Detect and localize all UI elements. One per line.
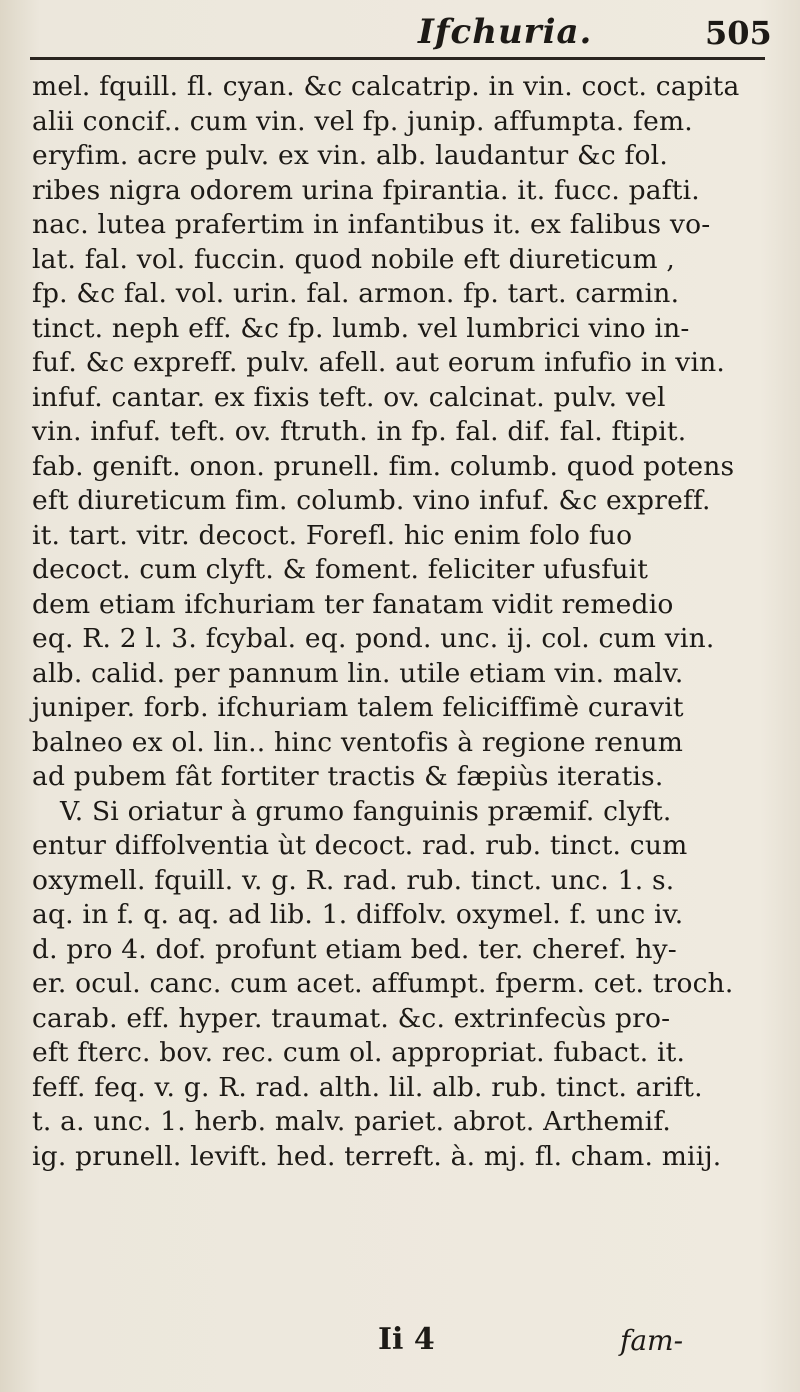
text-line: entur diffolventia ùt decoct. rad. rub. tinct. cum	[32, 830, 688, 861]
signature-mark: Ii 4	[378, 1322, 435, 1357]
text-line: aq. in f. q. aq. ad lib. 1. diffolv. oxymel. f. unc iv.	[32, 899, 684, 930]
text-line: mel. fquill. fl. cyan. &c calcatrip. in vin. coct. capita	[32, 71, 740, 102]
text-line: oxymell. fquill. v. g. R. rad. rub. tinct. unc. 1. s.	[32, 864, 675, 896]
text-line: eft diureticum fim. columb. vino infuf. &c expreff.	[32, 485, 711, 516]
text-line: t. a. unc. 1. herb. malv. pariet. abrot. Arthemif.	[32, 1106, 672, 1137]
text-line: decoct. cum clyft. & foment. feliciter ufusfuit	[32, 554, 649, 585]
text-line: eq. R. 2 l. 3. fcybal. eq. pond. unc. ij. col. cum vin.	[32, 623, 715, 654]
text-line: ad pubem fât fortiter tractis & fæpiùs iteratis.	[32, 761, 664, 792]
running-title: Ifchuria.	[418, 12, 593, 52]
text-line: vin. infuf. teft. ov. ftruth. in fp. fal. dif. fal. ftipit.	[32, 416, 687, 447]
text-line: fp. &c fal. vol. urin. fal. armon. fp. tart. carmin.	[32, 278, 680, 309]
running-head	[0, 8, 800, 56]
text-line: er. ocul. canc. cum acet. affumpt. fperm. cet. troch.	[32, 968, 734, 999]
text-line: feff. feq. v. g. R. rad. alth. lil. alb. rub. tinct. arift.	[32, 1071, 703, 1103]
text-line: it. tart. vitr. decoct. Forefl. hic enim folo fuo	[32, 519, 633, 551]
text-line: lat. fal. vol. fuccin. quod nobile eft diureticum ,	[32, 243, 675, 275]
text-line: infuf. cantar. ex fixis teft. ov. calcinat. pulv. vel	[32, 381, 666, 413]
text-line: nac. lutea prafertim in infantibus it. ex falibus vo-	[32, 209, 711, 240]
text-line: ig. prunell. levift. hed. terreft. à. mj. fl. cham. miij.	[32, 1140, 722, 1172]
catchword: fam-	[620, 1324, 684, 1357]
text-line: eryfim. acre pulv. ex vin. alb. laudantur &c fol.	[32, 140, 668, 171]
page-number: 505	[705, 14, 772, 52]
text-line: balneo ex ol. lin.. hinc ventofis à regione renum	[32, 726, 684, 758]
text-line: d. pro 4. dof. profunt etiam bed. ter. cheref. hy-	[32, 933, 677, 965]
header-rule	[30, 57, 765, 60]
body-text	[20, 70, 780, 1174]
text-line: dem etiam ifchuriam ter fanatam vidit remedio	[32, 588, 674, 620]
text-line: tinct. neph eff. &c fp. lumb. vel lumbrici vino in-	[32, 312, 690, 344]
text-line: ribes nigra odorem urina fpirantia. it. fucc. pafti.	[32, 174, 700, 206]
text-line: juniper. forb. ifchuriam talem feliciffimè curavit	[32, 692, 684, 723]
text-line: fuf. &c expreff. pulv. afell. aut eorum infufio in vin.	[32, 347, 726, 378]
text-line: alb. calid. per pannum lin. utile etiam vin. malv.	[32, 657, 684, 689]
text-line: eft fterc. bov. rec. cum ol. appropriat. fubact. it.	[32, 1037, 686, 1068]
text-line: carab. eff. hyper. traumat. &c. extrinfecùs pro-	[32, 1002, 671, 1034]
page-footer	[0, 1322, 800, 1362]
text-line: fab. genift. onon. prunell. fim. columb. quod potens	[32, 450, 735, 482]
text-line: V. Si oriatur à grumo fanguinis præmif. clyft.	[60, 795, 672, 827]
text-line: alii concif.. cum vin. vel fp. junip. affumpta. fem.	[32, 105, 693, 137]
